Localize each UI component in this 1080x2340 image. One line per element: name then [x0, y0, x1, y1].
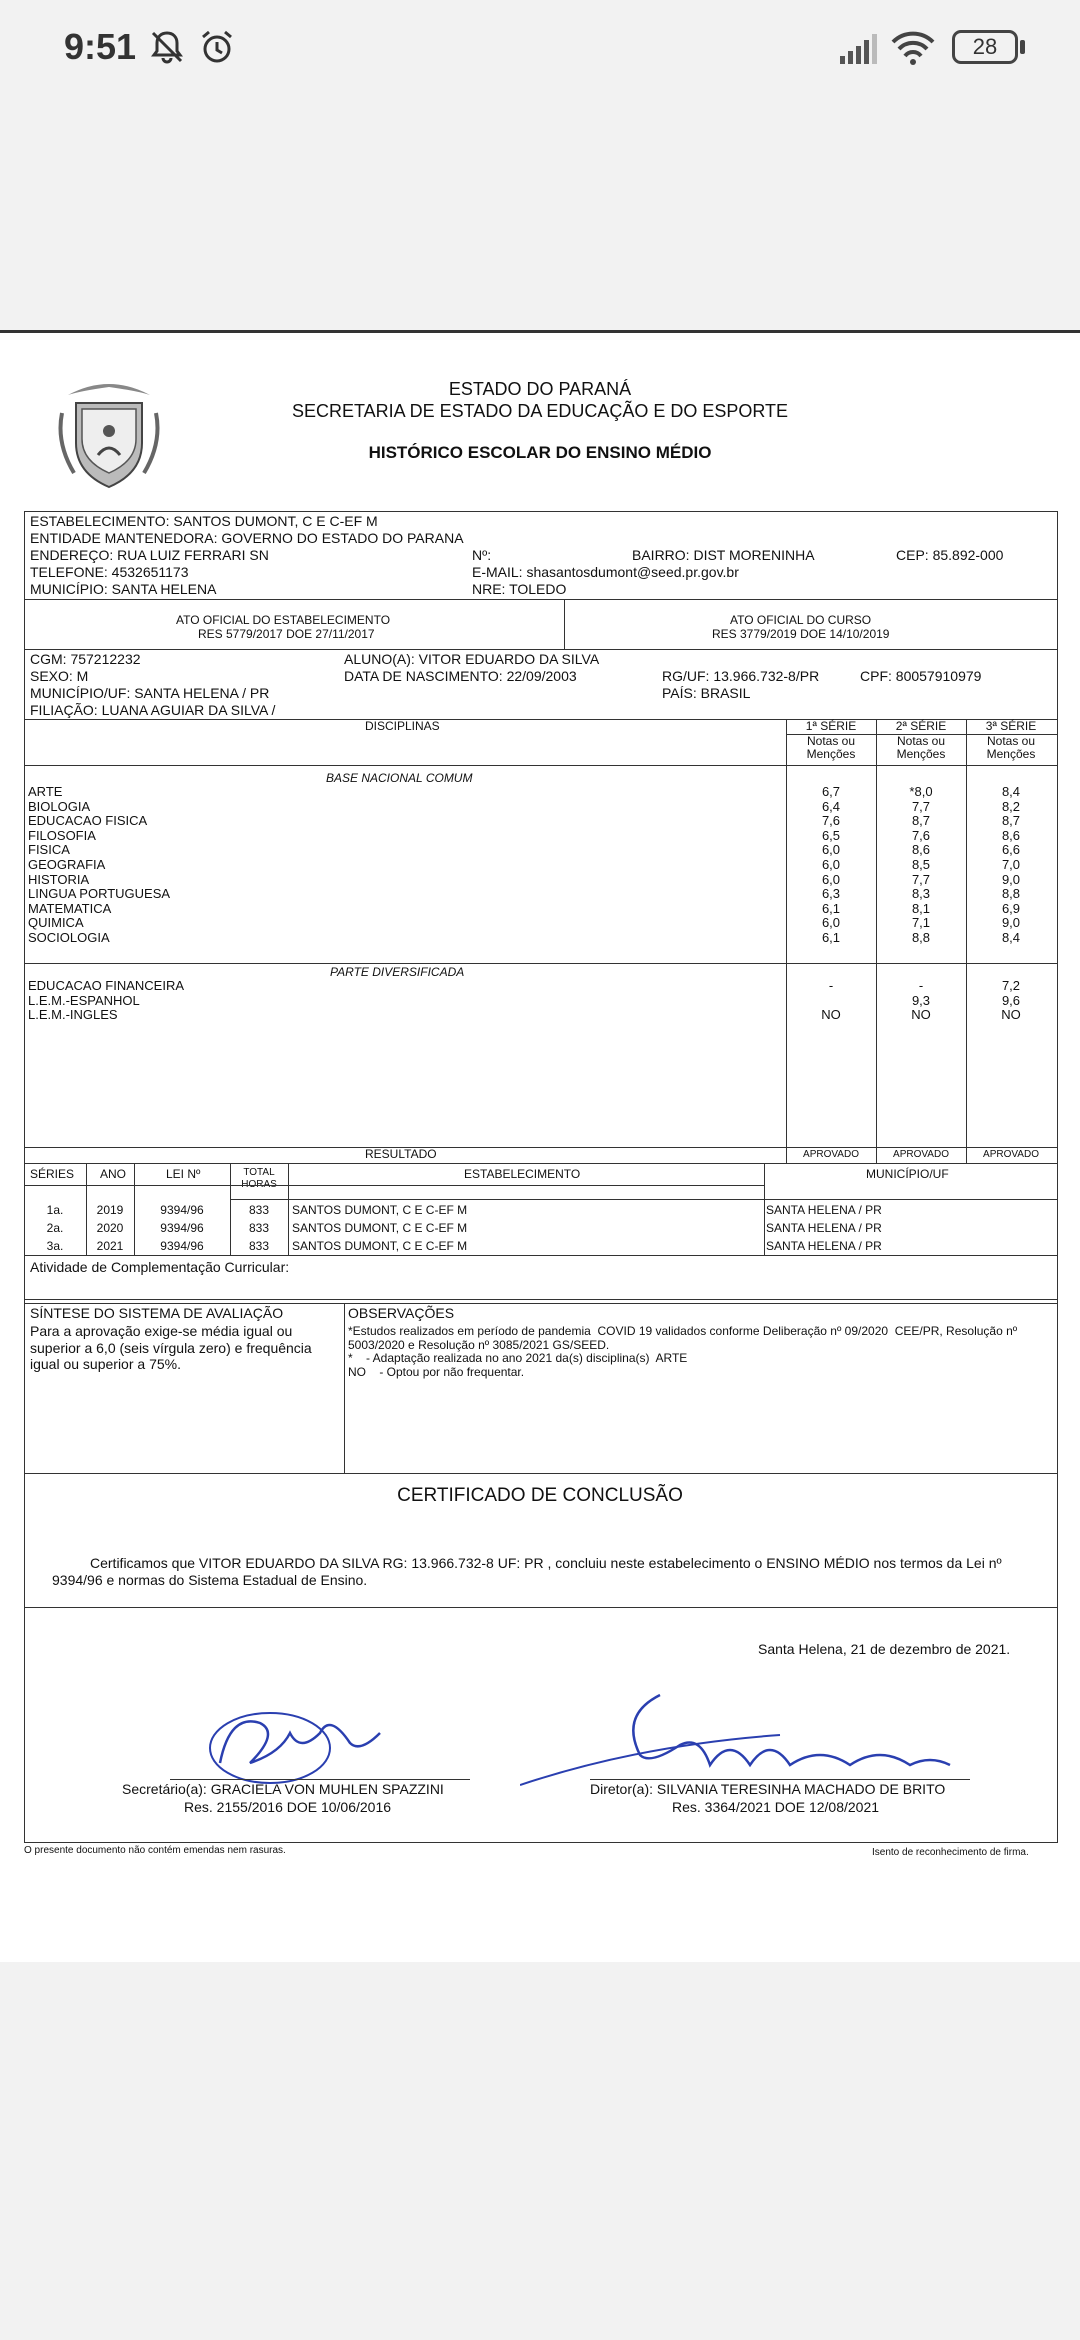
certificate-title: CERTIFICADO DE CONCLUSÃO [397, 1485, 683, 1506]
address-number: Nº: [472, 547, 492, 563]
alarm-icon [198, 28, 236, 66]
result-year2: APROVADO [893, 1149, 949, 1160]
student-cgm: CGM: 757212232 [30, 651, 141, 667]
hours-header: TOTAL HORAS [241, 1167, 277, 1190]
disciplines-header: DISCIPLINAS [365, 719, 440, 733]
address: ENDEREÇO: RUA LUIZ FERRARI SN [30, 547, 269, 563]
municipality-header: MUNICÍPIO/UF [866, 1167, 949, 1181]
series-row-1-serie: 1a. [46, 1203, 64, 1217]
series-row-3-serie: 3a. [46, 1239, 64, 1253]
official-act-course-res: RES 3779/2019 DOE 14/10/2019 [712, 627, 890, 641]
result-year3: APROVADO [983, 1149, 1039, 1160]
base-grades-year1: 6,7 6,4 7,6 6,5 6,0 6,0 6,0 6,3 6,1 6,0 6,1 [821, 784, 841, 945]
document-page [0, 330, 1080, 1962]
nre: NRE: TOLEDO [472, 581, 567, 597]
diversified-grades-year2: - 9,3 NO [911, 978, 931, 1023]
wifi-icon [890, 30, 936, 66]
student-municipality: MUNICÍPIO/UF: SANTA HELENA / PR [30, 685, 270, 701]
series-row-3-municipality: SANTA HELENA / PR [766, 1239, 882, 1253]
law-header: LEI Nº [166, 1167, 201, 1181]
year-header: ANO [100, 1167, 127, 1181]
series-row-3-year: 2021 [96, 1239, 124, 1253]
series-row-2-hours: 833 [248, 1221, 270, 1235]
student-rg: RG/UF: 13.966.732-8/PR [662, 668, 820, 684]
status-bar [0, 0, 1080, 96]
phone: TELEFONE: 4532651173 [30, 564, 189, 580]
document-title: HISTÓRICO ESCOLAR DO ENSINO MÉDIO [368, 443, 712, 462]
state-name: ESTADO DO PARANÁ [448, 379, 632, 399]
email: E-MAIL: shasantosdumont@seed.pr.gov.br [472, 564, 739, 580]
official-act-course-title: ATO OFICIAL DO CURSO [730, 613, 872, 627]
evaluation-summary-title: SÍNTESE DO SISTEMA DE AVALIAÇÃO [30, 1305, 284, 1321]
battery-icon [952, 30, 1018, 64]
base-grades-year3: 8,4 8,2 8,7 8,6 6,6 7,0 9,0 8,8 6,9 9,0 8,4 [1001, 784, 1021, 945]
evaluation-summary-text: Para a aprovação exige-se média igual ou superior a 6,0 (seis vírgula zero) e frequência igual ou superior a 75%. [30, 1323, 312, 1372]
grade-year3-header: 3ª SÉRIE [985, 719, 1037, 733]
zip-code: CEP: 85.892-000 [896, 547, 1004, 563]
series-row-2-law: 9394/96 [160, 1221, 204, 1235]
secretariat-name: SECRETARIA DE ESTADO DA EDUCAÇÃO E DO ESPORTE [291, 401, 789, 421]
bell-off-icon [148, 28, 186, 66]
series-row-1-year: 2019 [96, 1203, 124, 1217]
certificate-text: Certificamos que VITOR EDUARDO DA SILVA RG: 13.966.732-8 UF: PR , concluiu neste estabelecimento o ENSINO MÉDIO nos termos da Lei nº 9394/96 e normas do Sistema Estadual de Ensino. [52, 1555, 1002, 1588]
municipality: MUNICÍPIO: SANTA HELENA [30, 581, 217, 597]
series-row-1-establishment: SANTOS DUMONT, C E C-EF M [292, 1203, 468, 1217]
student-sex: SEXO: M [30, 668, 89, 684]
secretary-resolution: Res. 2155/2016 DOE 10/06/2016 [184, 1799, 392, 1815]
diversified-grades-year3: 7,2 9,6 NO [1001, 978, 1021, 1023]
director-name: Diretor(a): SILVANIA TERESINHA MACHADO DE BRITO [590, 1781, 946, 1797]
curricular-complement: Atividade de Complementação Curricular: [30, 1259, 290, 1275]
series-row-1-municipality: SANTA HELENA / PR [766, 1203, 882, 1217]
diversified-disciplines-list: EDUCACAO FINANCEIRA L.E.M.-ESPANHOL L.E.M.-INGLES [28, 978, 185, 1023]
series-row-3-hours: 833 [248, 1239, 270, 1253]
observations-text: *Estudos realizados em período de pandemia COVID 19 validados conforme Deliberação nº 09/2020 CEE/PR, Resolução nº 5003/2020 e Resolução nº 3085/2021 GS/SEED. * - Adaptação realizada no ano 2021 da(s) disciplina(s) ARTE NO - Optou por não frequentar. [348, 1324, 1018, 1379]
maintainer: ENTIDADE MANTENEDORA: GOVERNO DO ESTADO DO PARANA [30, 530, 464, 546]
base-disciplines-list: ARTE BIOLOGIA EDUCACAO FISICA FILOSOFIA FISICA GEOGRAFIA HISTORIA LINGUA PORTUGUESA MATEMATICA QUIMICA SOCIOLOGIA [28, 784, 171, 945]
series-row-2-serie: 2a. [46, 1221, 64, 1235]
establishment-header: ESTABELECIMENTO [464, 1167, 581, 1181]
student-name: ALUNO(A): VITOR EDUARDO DA SILVA [344, 651, 600, 667]
grade-year2-header: 2ª SÉRIE [895, 719, 947, 733]
secretary-name: Secretário(a): GRACIELA VON MUHLEN SPAZZINI [122, 1781, 444, 1797]
neighborhood: BAIRRO: DIST MORENINHA [632, 547, 815, 563]
student-cpf: CPF: 80057910979 [860, 668, 982, 684]
official-act-establishment-res: RES 5779/2017 DOE 27/11/2017 [198, 627, 375, 641]
diversified-grades-year1: - NO [821, 978, 841, 1023]
student-birth-date: DATA DE NASCIMENTO: 22/09/2003 [344, 668, 577, 684]
series-row-2-establishment: SANTOS DUMONT, C E C-EF M [292, 1221, 468, 1235]
base-section-title: BASE NACIONAL COMUM [326, 771, 473, 785]
series-row-3-law: 9394/96 [160, 1239, 204, 1253]
grade-year1-subheader: Notas ou Menções [806, 734, 856, 761]
result-label: RESULTADO [365, 1147, 437, 1161]
series-header: SÉRIES [30, 1167, 75, 1181]
student-filiation: FILIAÇÃO: LUANA AGUIAR DA SILVA / [30, 702, 276, 718]
series-row-1-hours: 833 [248, 1203, 270, 1217]
signal-icon [838, 34, 878, 64]
footer-signature-exempt: Isento de reconhecimento de firma. [872, 1847, 1029, 1858]
series-row-2-year: 2020 [96, 1221, 124, 1235]
series-row-3-establishment: SANTOS DUMONT, C E C-EF M [292, 1239, 468, 1253]
grade-year1-header: 1ª SÉRIE [805, 719, 857, 733]
place-and-date: Santa Helena, 21 de dezembro de 2021. [758, 1641, 1011, 1657]
series-row-1-law: 9394/96 [160, 1203, 204, 1217]
base-grades-year2: *8,0 7,7 8,7 7,6 8,6 8,5 7,7 8,3 8,1 7,1 8,8 [909, 784, 933, 945]
observations-title: OBSERVAÇÕES [348, 1305, 455, 1321]
series-row-2-municipality: SANTA HELENA / PR [766, 1221, 882, 1235]
official-act-establishment-title: ATO OFICIAL DO ESTABELECIMENTO [176, 613, 391, 627]
grade-year3-subheader: Notas ou Menções [986, 734, 1036, 761]
student-country: PAÍS: BRASIL [662, 685, 751, 701]
diversified-section-title: PARTE DIVERSIFICADA [330, 965, 465, 979]
establishment: ESTABELECIMENTO: SANTOS DUMONT, C E C-EF M [30, 513, 378, 529]
bottom-area [0, 1962, 1080, 2340]
footer-no-amendments: O presente documento não contém emendas nem rasuras. [24, 1845, 286, 1856]
battery-level: 28 [972, 34, 998, 59]
result-year1: APROVADO [803, 1149, 859, 1160]
battery-tip [1020, 40, 1025, 54]
grade-year2-subheader: Notas ou Menções [896, 734, 946, 761]
status-time: 9:51 [64, 26, 137, 67]
director-resolution: Res. 3364/2021 DOE 12/08/2021 [672, 1799, 880, 1815]
